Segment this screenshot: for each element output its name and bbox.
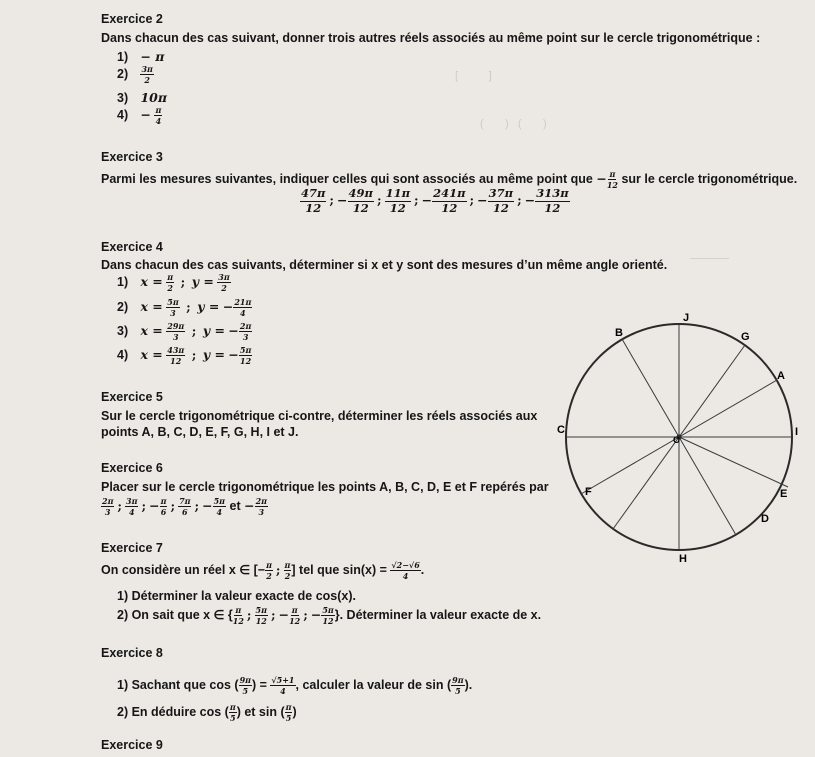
exercise-7-question-1: 1) Déterminer la valeur exacte de cos(x). xyxy=(117,589,357,603)
exercise-7-question-2: 2) On sait que x ∈ { $\frac{\pi}{12}$ ; $\frac{5\pi}{12}$ ; − $\frac{\pi}{12}$ ; − $\frac{5\pi}{12}$ }. Déterminer la valeur exacte de x. xyxy=(117,605,542,626)
exercise-7-intro: On considère un réel x ∈ [− $\frac{\pi}{2}$ ; $\frac{\pi}{2}$ ] tel que sin(x) = $\frac{√2-√6}{4}$ . xyxy=(101,560,425,581)
radius-e xyxy=(679,437,788,487)
exercise-6-values: $\frac{2\pi}{3}$ ; $\frac{3\pi}{4}$ ; − $\frac{\pi}{6}$ ; $\frac{7\pi}{6}$ ; − $\frac{5\pi}{4}$ et − $\frac{2\pi}{3}$ xyxy=(102,496,268,517)
exercise-5-line-2: points A, B, C, D, E, F, G, H, I et J. xyxy=(101,425,299,439)
minus-sign: − xyxy=(140,106,151,122)
exercise-2-title: Exercice 2 xyxy=(101,12,163,26)
measure-fraction: $\frac{11\pi}{12}$ xyxy=(385,186,410,215)
ex2-item-3 xyxy=(117,90,167,105)
fraction: $\frac{3\pi}{2}$ xyxy=(141,64,153,85)
label-d: D xyxy=(761,513,769,525)
exercise-5-line-1: Sur le cercle trigonométrique ci-contre, déterminer les réels associés aux xyxy=(101,409,538,423)
ex4-item-4: 4) x = $\frac{43\pi}{12}$ ; y = − $\frac{5\pi}{12}$ xyxy=(117,345,252,366)
label-a: A xyxy=(777,370,785,382)
ex4-item-3: 3) x = $\frac{29\pi}{3}$ ; y = − $\frac{2\pi}{3}$ xyxy=(117,321,252,342)
exercise-5-title: Exercice 5 xyxy=(101,390,163,404)
ex4-item-2: 2) x = $\frac{5\pi}{3}$ ; y = − $\frac{21\pi}{4}$ xyxy=(117,297,252,318)
exercise-8-title: Exercice 8 xyxy=(101,646,163,660)
trig-circle-figure xyxy=(555,300,805,570)
ex4-item-1: 1) x = $\frac{\pi}{2}$ ; y = $\frac{3\pi}{2}$ xyxy=(117,272,230,293)
label-j: J xyxy=(683,312,690,324)
label-c: C xyxy=(557,424,565,436)
exercise-7-title: Exercice 7 xyxy=(101,541,163,555)
item-number: 2) xyxy=(117,66,129,81)
exercise-6-line-1: Placer sur le cercle trigonométrique les points A, B, C, D, E et F repérés par xyxy=(101,480,549,494)
item-number: 3) xyxy=(117,91,129,105)
exercise-6-title: Exercice 6 xyxy=(101,461,163,475)
exercise-8-question-1: 1) Sachant que cos ( $\frac{9\pi}{5}$ ) = $\frac{√5+1}{4}$ , calculer la valeur de sin ( $\frac{9\pi}{5}$ ). xyxy=(117,675,473,696)
item-expr: 10π xyxy=(140,90,168,105)
ex2-item-2 xyxy=(117,65,154,84)
measure-fraction: $\frac{47\pi}{12}$ xyxy=(301,186,326,215)
ex2-item-4 xyxy=(117,106,162,125)
exercise-4-intro: Dans chacun des cas suivants, déterminer si x et y sont des mesures d’un même angle orienté. xyxy=(101,258,668,272)
measure-fraction: $\frac{241\pi}{12}$ xyxy=(433,186,466,215)
bleed-through-text: ( ) ( ) xyxy=(480,118,547,130)
fraction: $\frac{\pi}{12}$ xyxy=(606,169,618,190)
exercise-4-title: Exercice 4 xyxy=(101,240,163,254)
measure-fraction: $\frac{49\pi}{12}$ xyxy=(348,186,373,215)
bleed-through-text: [ ] xyxy=(455,70,492,82)
item-expr: − π xyxy=(140,49,165,64)
label-o: O xyxy=(673,435,681,445)
ex2-item-1 xyxy=(117,49,164,64)
exercise-2-intro: Dans chacun des cas suivant, donner trois autres réels associés au même point sur le cercle trigonométrique : xyxy=(101,31,761,45)
exercise-9-title: Exercice 9 xyxy=(101,738,163,752)
measure-fraction: $\frac{37\pi}{12}$ xyxy=(488,186,514,215)
label-g: G xyxy=(741,331,750,343)
label-e: E xyxy=(780,488,788,500)
measure-fraction: $\frac{313\pi}{12}$ xyxy=(536,186,569,215)
exercise-3-title: Exercice 3 xyxy=(101,150,163,164)
label-i: I xyxy=(795,426,799,438)
fraction: $\frac{\pi}{4}$ xyxy=(155,105,162,126)
label-b: B xyxy=(615,327,623,339)
bleed-through-text: ───── xyxy=(690,253,729,265)
exercise-3-measures: $\frac{47\pi}{12}$ ; − $\frac{49\pi}{12}$ ; $\frac{11\pi}{12}$ ; − $\frac{241\pi}{12}$ ; − $\frac{37\pi}{12}$ ; − $\frac{313\pi}{12}$ xyxy=(301,186,569,215)
exercise-8-question-2: 2) En déduire cos ( $\frac{\pi}{5}$ ) et sin ( $\frac{\pi}{5}$ ) xyxy=(117,702,297,723)
item-number: 4) xyxy=(117,107,129,122)
exercise-3-intro: Parmi les mesures suivantes, indiquer celles qui sont associés au même point que − $\frac{\pi}{12}$ sur le cercle trigonométrique. xyxy=(101,169,798,190)
item-number: 1) xyxy=(117,50,129,64)
label-f: F xyxy=(585,486,592,498)
label-h: H xyxy=(679,553,687,565)
